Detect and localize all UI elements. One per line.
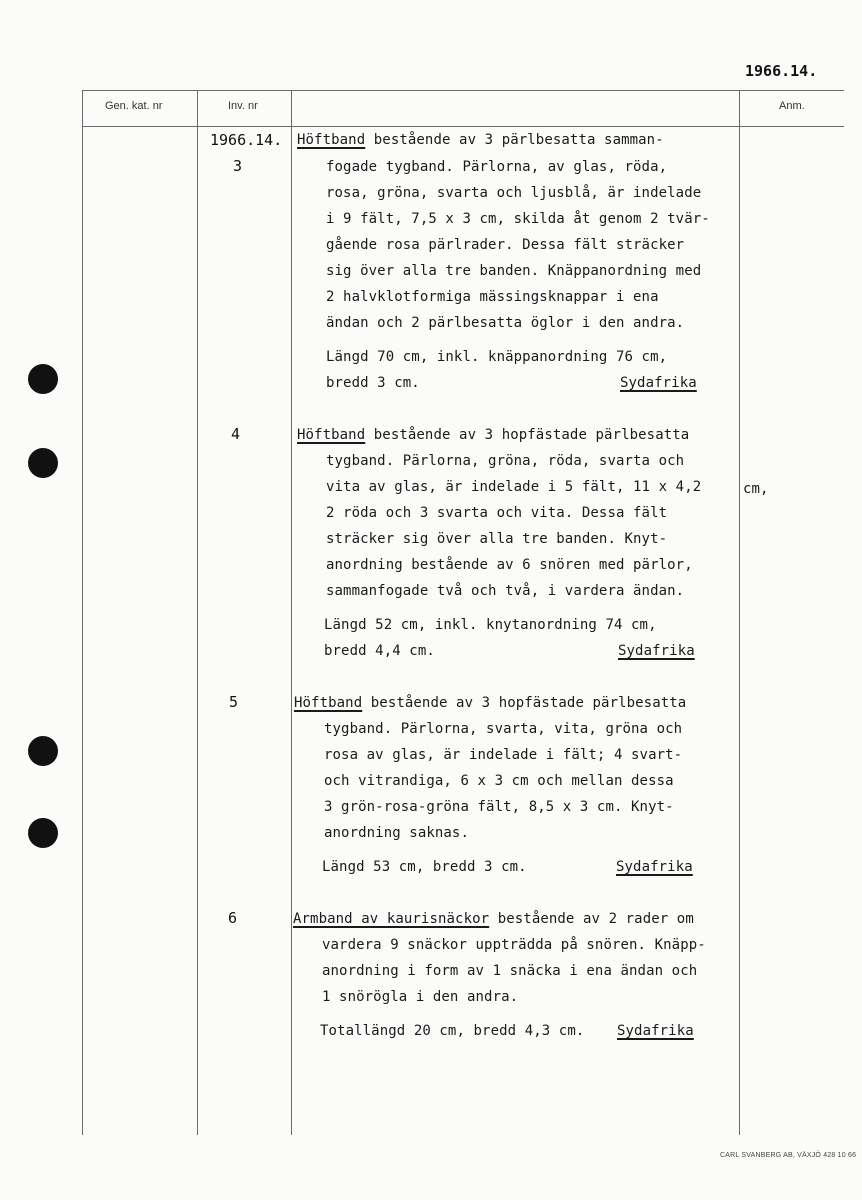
entry-line: 2 röda och 3 svarta och vita. Dessa fält: [326, 505, 668, 521]
entry-line: 2 halvklotformiga mässingsknappar i ena: [326, 289, 659, 305]
binder-hole: [28, 818, 58, 848]
measure-line: Längd 70 cm, inkl. knäppanordning 76 cm,: [326, 349, 668, 365]
origin-label: Sydafrika: [620, 375, 697, 391]
entry-line: anordning saknas.: [324, 825, 469, 841]
page-number: 1966.14.: [745, 62, 818, 80]
entry-line: rosa, gröna, svarta och ljusblå, är indelade: [326, 185, 702, 201]
origin-label: Sydafrika: [617, 1023, 694, 1039]
entry-line: 1 snörögla i den andra.: [322, 989, 519, 1005]
column-rule-left: [82, 90, 83, 1135]
entry-line: tygband. Pärlorna, gröna, röda, svarta och: [326, 453, 685, 469]
entry-line: gående rosa pärlrader. Dessa fält sträcker: [326, 237, 685, 253]
header-gen-kat: Gen. kat. nr: [105, 100, 163, 112]
header-inv-nr: Inv. nr: [228, 100, 258, 112]
measure-line: bredd 4,4 cm.: [324, 643, 435, 659]
measure-line: Längd 53 cm, bredd 3 cm.: [322, 859, 527, 875]
inv-number: 5: [229, 693, 239, 711]
header-anm: Anm.: [779, 100, 805, 112]
measure-line: Längd 52 cm, inkl. knytanordning 74 cm,: [324, 617, 657, 633]
inv-number: 3: [233, 157, 243, 175]
entry-title: Armband av kaurisnäckor: [293, 911, 490, 927]
entry-line: Höftband bestående av 3 hopfästade pärlbesatta: [294, 695, 687, 711]
inv-number: 6: [228, 909, 238, 927]
entry-line: tygband. Pärlorna, svarta, vita, gröna och: [324, 721, 683, 737]
entry-title: Höftband: [297, 427, 366, 443]
entry-line: anordning bestående av 6 snören med pärlor,: [326, 557, 693, 573]
entry-line: sig över alla tre banden. Knäppanordning med: [326, 263, 702, 279]
entry-line: anordning i form av 1 snäcka i ena ändan och: [322, 963, 698, 979]
column-rule-gen-inv: [197, 90, 198, 1135]
entry-line: sträcker sig över alla tre banden. Knyt-: [326, 531, 668, 547]
inv-number: 4: [231, 425, 241, 443]
entry-line: Höftband bestående av 3 pärlbesatta samman-: [297, 132, 664, 148]
entry-title: Höftband: [297, 132, 366, 148]
inv-number-prefix: 1966.14.: [210, 131, 283, 149]
column-rule-desc-anm: [739, 90, 740, 1135]
origin-label: Sydafrika: [618, 643, 695, 659]
printer-imprint: CARL SVANBERG AB, VÄXJÖ 428 10 66: [720, 1152, 857, 1159]
binder-hole: [28, 736, 58, 766]
entry-line: fogade tygband. Pärlorna, av glas, röda,: [326, 159, 668, 175]
entry-line: i 9 fält, 7,5 x 3 cm, skilda åt genom 2 tvär-: [326, 211, 710, 227]
entry-line: rosa av glas, är indelade i fält; 4 svart-: [324, 747, 683, 763]
entry-line: Höftband bestående av 3 hopfästade pärlbesatta: [297, 427, 690, 443]
binder-hole: [28, 448, 58, 478]
entry-line: ändan och 2 pärlbesatta öglor i den andra.: [326, 315, 685, 331]
entry-line: vardera 9 snäckor uppträdda på snören. Knäpp-: [322, 937, 706, 953]
entry-line: och vitrandiga, 6 x 3 cm och mellan dessa: [324, 773, 674, 789]
entry-line: sammanfogade två och två, i vardera ändan.: [326, 583, 685, 599]
origin-label: Sydafrika: [616, 859, 693, 875]
entry-line: 3 grön-rosa-gröna fält, 8,5 x 3 cm. Knyt-: [324, 799, 674, 815]
column-rule-inv-desc: [291, 90, 292, 1135]
anm-note: cm,: [743, 481, 769, 497]
binder-hole: [28, 364, 58, 394]
entry-title: Höftband: [294, 695, 363, 711]
measure-line: bredd 3 cm.: [326, 375, 420, 391]
measure-line: Totallängd 20 cm, bredd 4,3 cm.: [320, 1023, 585, 1039]
entry-line: vita av glas, är indelade i 5 fält, 11 x 4,2: [326, 479, 702, 495]
entry-line: Armband av kaurisnäckor bestående av 2 rader om: [293, 911, 694, 927]
